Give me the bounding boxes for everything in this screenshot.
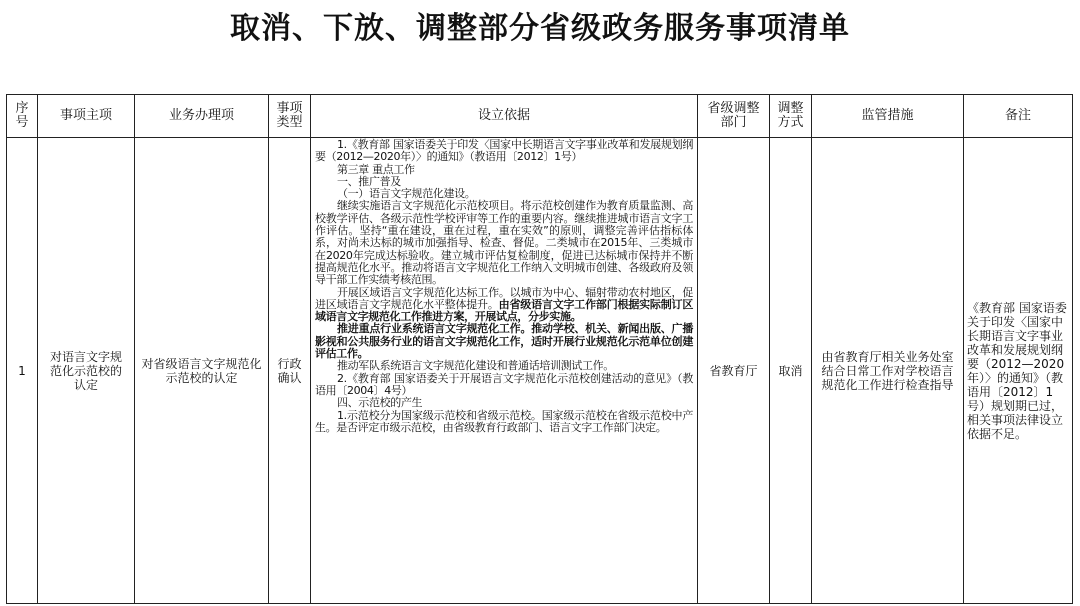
header-business-item: 业务办理项 bbox=[135, 95, 269, 138]
basis-paragraph: 一、推广普及 bbox=[337, 174, 401, 188]
basis-paragraph: 1.《教育部 国家语委关于印发〈国家中长期语言文字事业改革和发展规划纲要（2012—2020年）〉的通知》（教语用〔2012〕1号） bbox=[315, 138, 693, 164]
cell-business-item: 对省级语言文字规范化示范校的认定 bbox=[135, 138, 269, 604]
header-supervision: 监管措施 bbox=[812, 95, 964, 138]
header-seq: 序号 bbox=[7, 95, 38, 138]
basis-paragraph-bold: 推进重点行业系统语言文字规范化工作。推动学校、机关、新闻出版、广播影视和公共服务行业的语言文字规范化工作，适时开展行业规范化示范单位创建评估工作。 bbox=[315, 322, 693, 361]
table-header-row bbox=[7, 95, 1073, 138]
basis-paragraph: 四、示范校的产生 bbox=[337, 396, 423, 410]
header-main-item: 事项主项 bbox=[38, 95, 135, 138]
header-remarks: 备注 bbox=[964, 95, 1073, 138]
basis-paragraph: 继续实施语言文字规范化示范校项目。将示范校创建作为教育质量监测、高校教学评估、各级示范性学校评审等工作的重要内容。继续推进城市语言文字工作评估。坚持“重在建设，重在过程，重在实效”的原则，调整完善评估指标体系，对尚未达标的城市加强指导、检查、督促。二类城市在2015年、三类城市在2020年完成达标验收。建立城市评估复检制度，促进已达标城市保持并不断提高规范化水平。推动将语言文字规范化工作纳入文明城市创建、各级政府及领导干部工作实绩考核范围。 bbox=[315, 199, 693, 287]
basis-paragraph: 推动军队系统语言文字规范化建设和普通话培训测试工作。 bbox=[337, 359, 614, 373]
header-basis: 设立依据 bbox=[311, 95, 698, 138]
cell-basis bbox=[311, 138, 698, 604]
cell-seq: 1 bbox=[7, 138, 38, 604]
basis-bold-text: 由省级语言文字工作部门根据实际制订区域语言文字规范化工作推进方案，开展试点，分步实施。 bbox=[315, 297, 693, 324]
cell-remarks: 《教育部 国家语委关于印发〈国家中长期语言文字事业改革和发展规划纲要（2012—2020年）〉的通知》（教语用〔2012〕1号）规划期已过，相关事项法律设立依据不足。 bbox=[964, 138, 1073, 604]
basis-text: 开展区域语言文字规范化达标工作。以城市为中心、辐射带动农村地区，促进区域语言文字规范化水平整体提升。 bbox=[315, 285, 693, 311]
basis-paragraph: 2.《教育部 国家语委关于开展语言文字规范化示范校创建活动的意见》（教语用〔2004〕4号） bbox=[315, 371, 693, 397]
service-items-table bbox=[6, 94, 1073, 604]
cell-adjust-method: 取消 bbox=[770, 138, 812, 604]
document-title: 取消、下放、调整部分省级政务服务事项清单 bbox=[230, 11, 850, 46]
cell-item-type: 行政确认 bbox=[269, 138, 311, 604]
header-adjust-method: 调整方式 bbox=[770, 95, 812, 138]
basis-paragraph bbox=[315, 287, 693, 324]
cell-supervision: 由省教育厅相关业务处室结合日常工作对学校语言规范化工作进行检查指导 bbox=[812, 138, 964, 604]
header-item-type: 事项类型 bbox=[269, 95, 311, 138]
cell-provincial-dept: 省教育厅 bbox=[698, 138, 770, 604]
table-row bbox=[7, 138, 1073, 604]
basis-paragraph: 1.示范校分为国家级示范校和省级示范校。国家级示范校在省级示范校中产生。是否评定市级示范校，由省级教育行政部门、语言文字工作部门决定。 bbox=[315, 408, 693, 434]
basis-paragraph: （一）语言文字规范化建设。 bbox=[337, 187, 476, 201]
basis-paragraph: 第三章 重点工作 bbox=[337, 162, 415, 176]
header-provincial-dept: 省级调整部门 bbox=[698, 95, 770, 138]
cell-main-item: 对语言文字规范化示范校的认定 bbox=[38, 138, 135, 604]
